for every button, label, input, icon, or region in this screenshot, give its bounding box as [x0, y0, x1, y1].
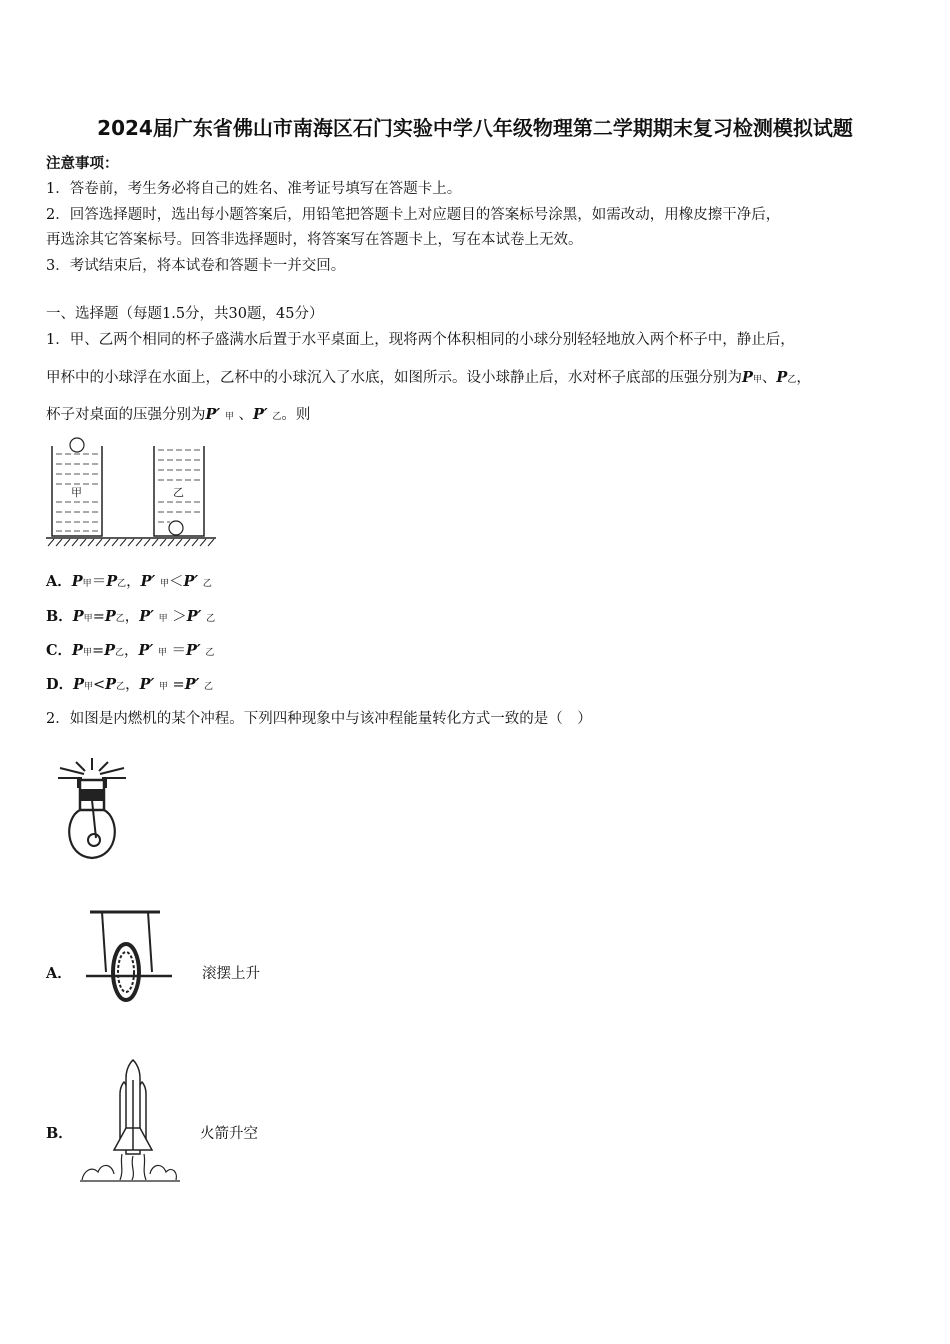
notice-item: 2．回答选择题时，选出每小题答案后，用铅笔把答题卡上对应题目的答案标号涂黑，如需改动，用橡皮擦干净后， — [46, 207, 781, 223]
notice-item: 再选涂其它答案标号。回答非选择题时，将答案写在答题卡上，写在本试卷上无效。 — [46, 232, 583, 248]
engine-stroke-icon — [54, 756, 130, 862]
q2-option-a-label[interactable]: A． — [46, 965, 72, 982]
ball-sunk — [169, 521, 183, 535]
section-heading: 一、选择题（每题1.5分，共30题，45分） — [46, 306, 324, 322]
q1-option-b[interactable]: B．P甲=P乙，P′ 甲 ＞P′ 乙 — [46, 608, 216, 625]
q2-option-b-label[interactable]: B． — [46, 1125, 73, 1142]
q1-stem-line3: 杯子对桌面的压强分别为P′ 甲 、P′ 乙。则 — [46, 406, 311, 423]
q2-stem: 2．如图是内燃机的某个冲程。下列四种现象中与该冲程能量转化方式一致的是（ ） — [46, 711, 592, 727]
cup-label-jia: 甲 — [71, 486, 82, 499]
q1-option-d[interactable]: D．P甲<P乙，P′ 甲 =P′ 乙 — [46, 676, 214, 693]
q2-option-a-text: 滚摆上升 — [202, 966, 260, 982]
q1-option-a[interactable]: A．P甲＝P乙，P′ 甲＜P′ 乙 — [46, 573, 212, 590]
q2-option-b-text: 火箭升空 — [200, 1126, 258, 1142]
q1-stem-line2: 甲杯中的小球浮在水面上，乙杯中的小球沉入了水底，如图所示。设小球静止后，水对杯子底部的压强分别为P甲、P乙， — [46, 369, 811, 386]
notice-item: 3．考试结束后，将本试卷和答题卡一并交回。 — [46, 258, 346, 274]
notice-item: 1．答卷前，考生务必将自己的姓名、准考证号填写在答题卡上。 — [46, 181, 462, 197]
rocket-icon — [80, 1058, 180, 1182]
cups-figure — [44, 436, 220, 548]
maxwell-wheel-icon — [86, 906, 176, 1008]
cup-label-yi: 乙 — [173, 486, 184, 499]
ball-floating — [70, 438, 84, 452]
q1-option-c[interactable]: C．P甲=P乙，P′ 甲 ＝P′ 乙 — [46, 642, 215, 659]
q1-stem-line1: 1．甲、乙两个相同的杯子盛满水后置于水平桌面上，现将两个体积相同的小球分别轻轻地放入两个杯子中，静止后， — [46, 332, 795, 348]
page-title: 2024届广东省佛山市南海区石门实验中学八年级物理第二学期期末复习检测模拟试题 — [97, 116, 853, 140]
notice-heading: 注意事项： — [46, 155, 119, 172]
